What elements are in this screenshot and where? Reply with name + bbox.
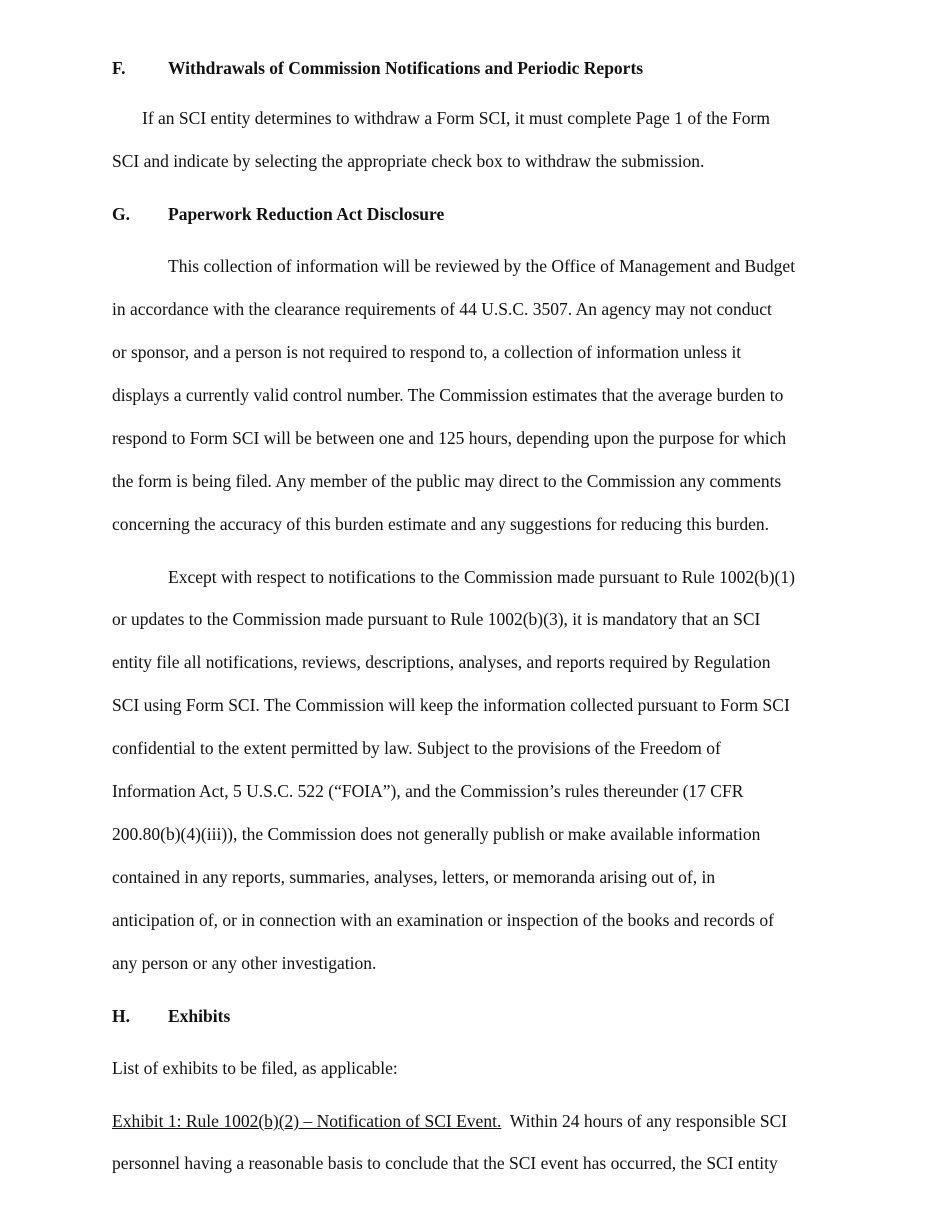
section-g-title: Paperwork Reduction Act Disclosure	[168, 204, 445, 224]
section-f-title: Withdrawals of Commission Notifications and Periodic Reports	[168, 58, 644, 78]
section-g-para2-line-3: entity file all notifications, reviews, descriptions, analyses, and reports required by Regulation	[112, 652, 771, 672]
section-g-para1-line-1: This collection of information will be reviewed by the Office of Management and Budget	[168, 256, 796, 276]
section-f-line-2: SCI and indicate by selecting the appropriate check box to withdraw the submission.	[112, 151, 705, 171]
section-f-heading	[112, 57, 643, 79]
exhibit-1-line-2: personnel having a reasonable basis to conclude that the SCI event has occurred, the SCI entity	[112, 1153, 778, 1173]
section-g-para2-line-10: any person or any other investigation.	[112, 953, 377, 973]
section-g-para1-line-2: in accordance with the clearance requirements of 44 U.S.C. 3507. An agency may not conduct	[112, 299, 772, 319]
section-g-para2-line-9: anticipation of, or in connection with an examination or inspection of the books and records of	[112, 910, 774, 930]
section-f-line-1: If an SCI entity determines to withdraw a Form SCI, it must complete Page 1 of the Form	[142, 108, 770, 128]
section-f-number: F.	[112, 58, 126, 78]
section-g-para1-line-5: respond to Form SCI will be between one and 125 hours, depending upon the purpose for which	[112, 428, 787, 448]
section-g-heading	[112, 203, 444, 225]
section-g-para1-line-7: concerning the accuracy of this burden estimate and any suggestions for reducing this burden.	[112, 514, 770, 534]
section-g-para2-line-5: confidential to the extent permitted by law. Subject to the provisions of the Freedom of	[112, 738, 721, 758]
exhibit-1-title: Exhibit 1: Rule 1002(b)(2) – Notification of SCI Event.	[112, 1111, 502, 1131]
exhibit-1-rest: Within 24 hours of any responsible SCI	[501, 1111, 788, 1131]
section-h-title: Exhibits	[168, 1006, 231, 1026]
section-g-para2-line-1: Except with respect to notifications to the Commission made pursuant to Rule 1002(b)(1)	[168, 567, 795, 587]
exhibit-1-line-1	[112, 1110, 787, 1132]
section-h-number: H.	[112, 1006, 130, 1026]
section-g-para2-line-6: Information Act, 5 U.S.C. 522 (“FOIA”), and the Commission’s rules thereunder (17 CFR	[112, 781, 744, 801]
section-g-para1-line-3: or sponsor, and a person is not required to respond to, a collection of information unless it	[112, 342, 742, 362]
section-g-para1-line-4: displays a currently valid control number. The Commission estimates that the average burden to	[112, 385, 784, 405]
section-g-para2-line-8: contained in any reports, summaries, analyses, letters, or memoranda arising out of, in	[112, 867, 716, 887]
section-g-para1-line-6: the form is being filed. Any member of the public may direct to the Commission any comments	[112, 471, 782, 491]
section-g-para2-line-7: 200.80(b)(4)(iii)), the Commission does not generally publish or make available information	[112, 824, 761, 844]
section-g-para2-line-4: SCI using Form SCI. The Commission will keep the information collected pursuant to Form SCI	[112, 695, 790, 715]
section-g-number: G.	[112, 204, 130, 224]
section-h-intro: List of exhibits to be filed, as applicable:	[112, 1058, 398, 1078]
section-h-heading	[112, 1005, 230, 1027]
section-g-para2-line-2: or updates to the Commission made pursuant to Rule 1002(b)(3), it is mandatory that an SCI	[112, 609, 761, 629]
